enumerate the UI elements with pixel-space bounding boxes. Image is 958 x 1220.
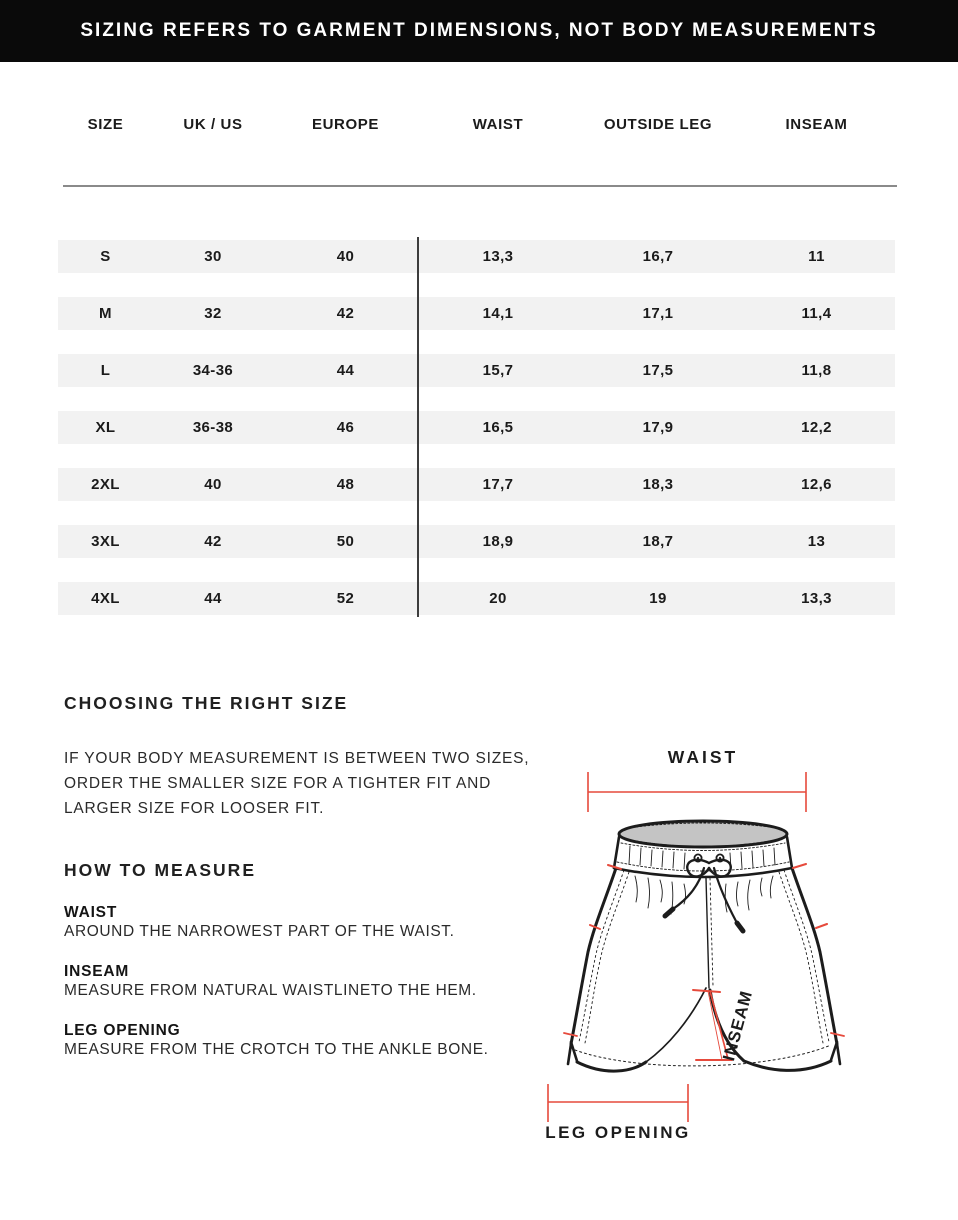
table-row <box>58 240 895 273</box>
europe-cell: 50 <box>336 533 355 550</box>
uk-us-cell: 40 <box>204 476 222 493</box>
header-outside-leg: OUTSIDE LEG <box>603 116 713 133</box>
header-size: SIZE <box>87 116 124 133</box>
size-cell: XL <box>95 419 116 436</box>
waist-cell: 17,7 <box>482 476 514 493</box>
waist-cell: 15,7 <box>482 362 514 379</box>
size-table-header <box>58 116 895 133</box>
header-divider-line <box>63 185 897 187</box>
measure-item-leg-opening <box>64 1021 489 1060</box>
uk-us-cell: 34-36 <box>192 362 234 379</box>
waist-cell: 18,9 <box>482 533 514 550</box>
outside-leg-cell: 16,7 <box>642 248 674 265</box>
inseam-cell: 11,4 <box>801 305 832 322</box>
measure-item-label: WAIST <box>64 904 118 921</box>
inseam-cell: 12,2 <box>801 419 832 436</box>
shorts-measurement-diagram <box>540 730 958 1160</box>
size-cell: S <box>100 248 111 265</box>
size-cell: 3XL <box>91 533 120 550</box>
table-row <box>58 297 895 330</box>
size-cell: M <box>99 305 112 322</box>
outside-leg-cell: 18,3 <box>642 476 674 493</box>
size-table-body <box>58 240 895 639</box>
sizing-disclaimer-banner <box>0 0 958 62</box>
table-row <box>58 525 895 558</box>
outside-leg-cell: 17,5 <box>642 362 674 379</box>
measure-item-label: INSEAM <box>64 963 130 980</box>
diagram-waist-label: WAIST <box>667 747 739 767</box>
uk-us-cell: 44 <box>204 590 222 607</box>
inseam-cell: 13 <box>807 533 826 550</box>
measure-item-description: MEASURE FROM NATURAL WAISTLINETO THE HEM. <box>64 982 477 999</box>
choosing-size-line: LARGER SIZE FOR LOOSER FIT. <box>64 800 325 817</box>
waist-cell: 14,1 <box>482 305 514 322</box>
europe-cell: 42 <box>336 305 355 322</box>
choosing-size-title: CHOOSING THE RIGHT SIZE <box>64 693 349 713</box>
uk-us-cell: 30 <box>204 248 222 265</box>
size-cell: 2XL <box>91 476 120 493</box>
choosing-size-line: ORDER THE SMALLER SIZE FOR A TIGHTER FIT AND <box>64 775 492 792</box>
table-row <box>58 582 895 615</box>
uk-us-cell: 42 <box>204 533 222 550</box>
size-cell: L <box>100 362 111 379</box>
diagram-leg-opening-label: LEG OPENING <box>545 1123 691 1142</box>
table-row <box>58 411 895 444</box>
header-waist: WAIST <box>472 116 524 133</box>
europe-cell: 46 <box>336 419 355 436</box>
measure-item-waist <box>64 903 455 942</box>
choosing-size-line: IF YOUR BODY MEASUREMENT IS BETWEEN TWO SIZES, <box>64 750 530 767</box>
measure-item-description: MEASURE FROM THE CROTCH TO THE ANKLE BONE. <box>64 1041 489 1058</box>
table-row <box>58 354 895 387</box>
inseam-cell: 11 <box>808 248 825 265</box>
choosing-size-body <box>64 746 529 821</box>
header-uk-us: UK / US <box>183 116 243 133</box>
diagram-inseam-label: INSEAM <box>719 988 757 1063</box>
measure-item-inseam <box>64 962 477 1001</box>
size-cell: 4XL <box>91 590 120 607</box>
uk-us-cell: 36-38 <box>192 419 234 436</box>
table-row <box>58 468 895 501</box>
inseam-cell: 11,8 <box>801 362 832 379</box>
europe-cell: 40 <box>336 248 355 265</box>
outside-leg-cell: 17,9 <box>642 419 674 436</box>
europe-cell: 44 <box>336 362 355 379</box>
how-to-measure-title: HOW TO MEASURE <box>64 860 256 880</box>
europe-cell: 52 <box>336 590 355 607</box>
measure-item-label: LEG OPENING <box>64 1022 181 1039</box>
waist-cell: 20 <box>489 590 507 607</box>
sizing-disclaimer-text: SIZING REFERS TO GARMENT DIMENSIONS, NOT BODY MEASUREMENTS <box>80 20 878 41</box>
waist-cell: 13,3 <box>482 248 514 265</box>
header-europe: EUROPE <box>312 116 379 133</box>
europe-cell: 48 <box>336 476 355 493</box>
shorts-drawing <box>568 821 840 1071</box>
waist-measure-line <box>588 772 806 812</box>
uk-us-cell: 32 <box>204 305 222 322</box>
leg-opening-measure-line <box>548 1084 688 1122</box>
header-inseam: INSEAM <box>785 116 848 133</box>
outside-leg-cell: 19 <box>649 590 667 607</box>
waist-cell: 16,5 <box>482 419 514 436</box>
table-vertical-divider <box>417 237 419 617</box>
inseam-cell: 12,6 <box>801 476 832 493</box>
outside-leg-cell: 17,1 <box>642 305 674 322</box>
outside-leg-cell: 18,7 <box>642 533 674 550</box>
measure-item-description: AROUND THE NARROWEST PART OF THE WAIST. <box>64 923 455 940</box>
inseam-cell: 13,3 <box>801 590 832 607</box>
